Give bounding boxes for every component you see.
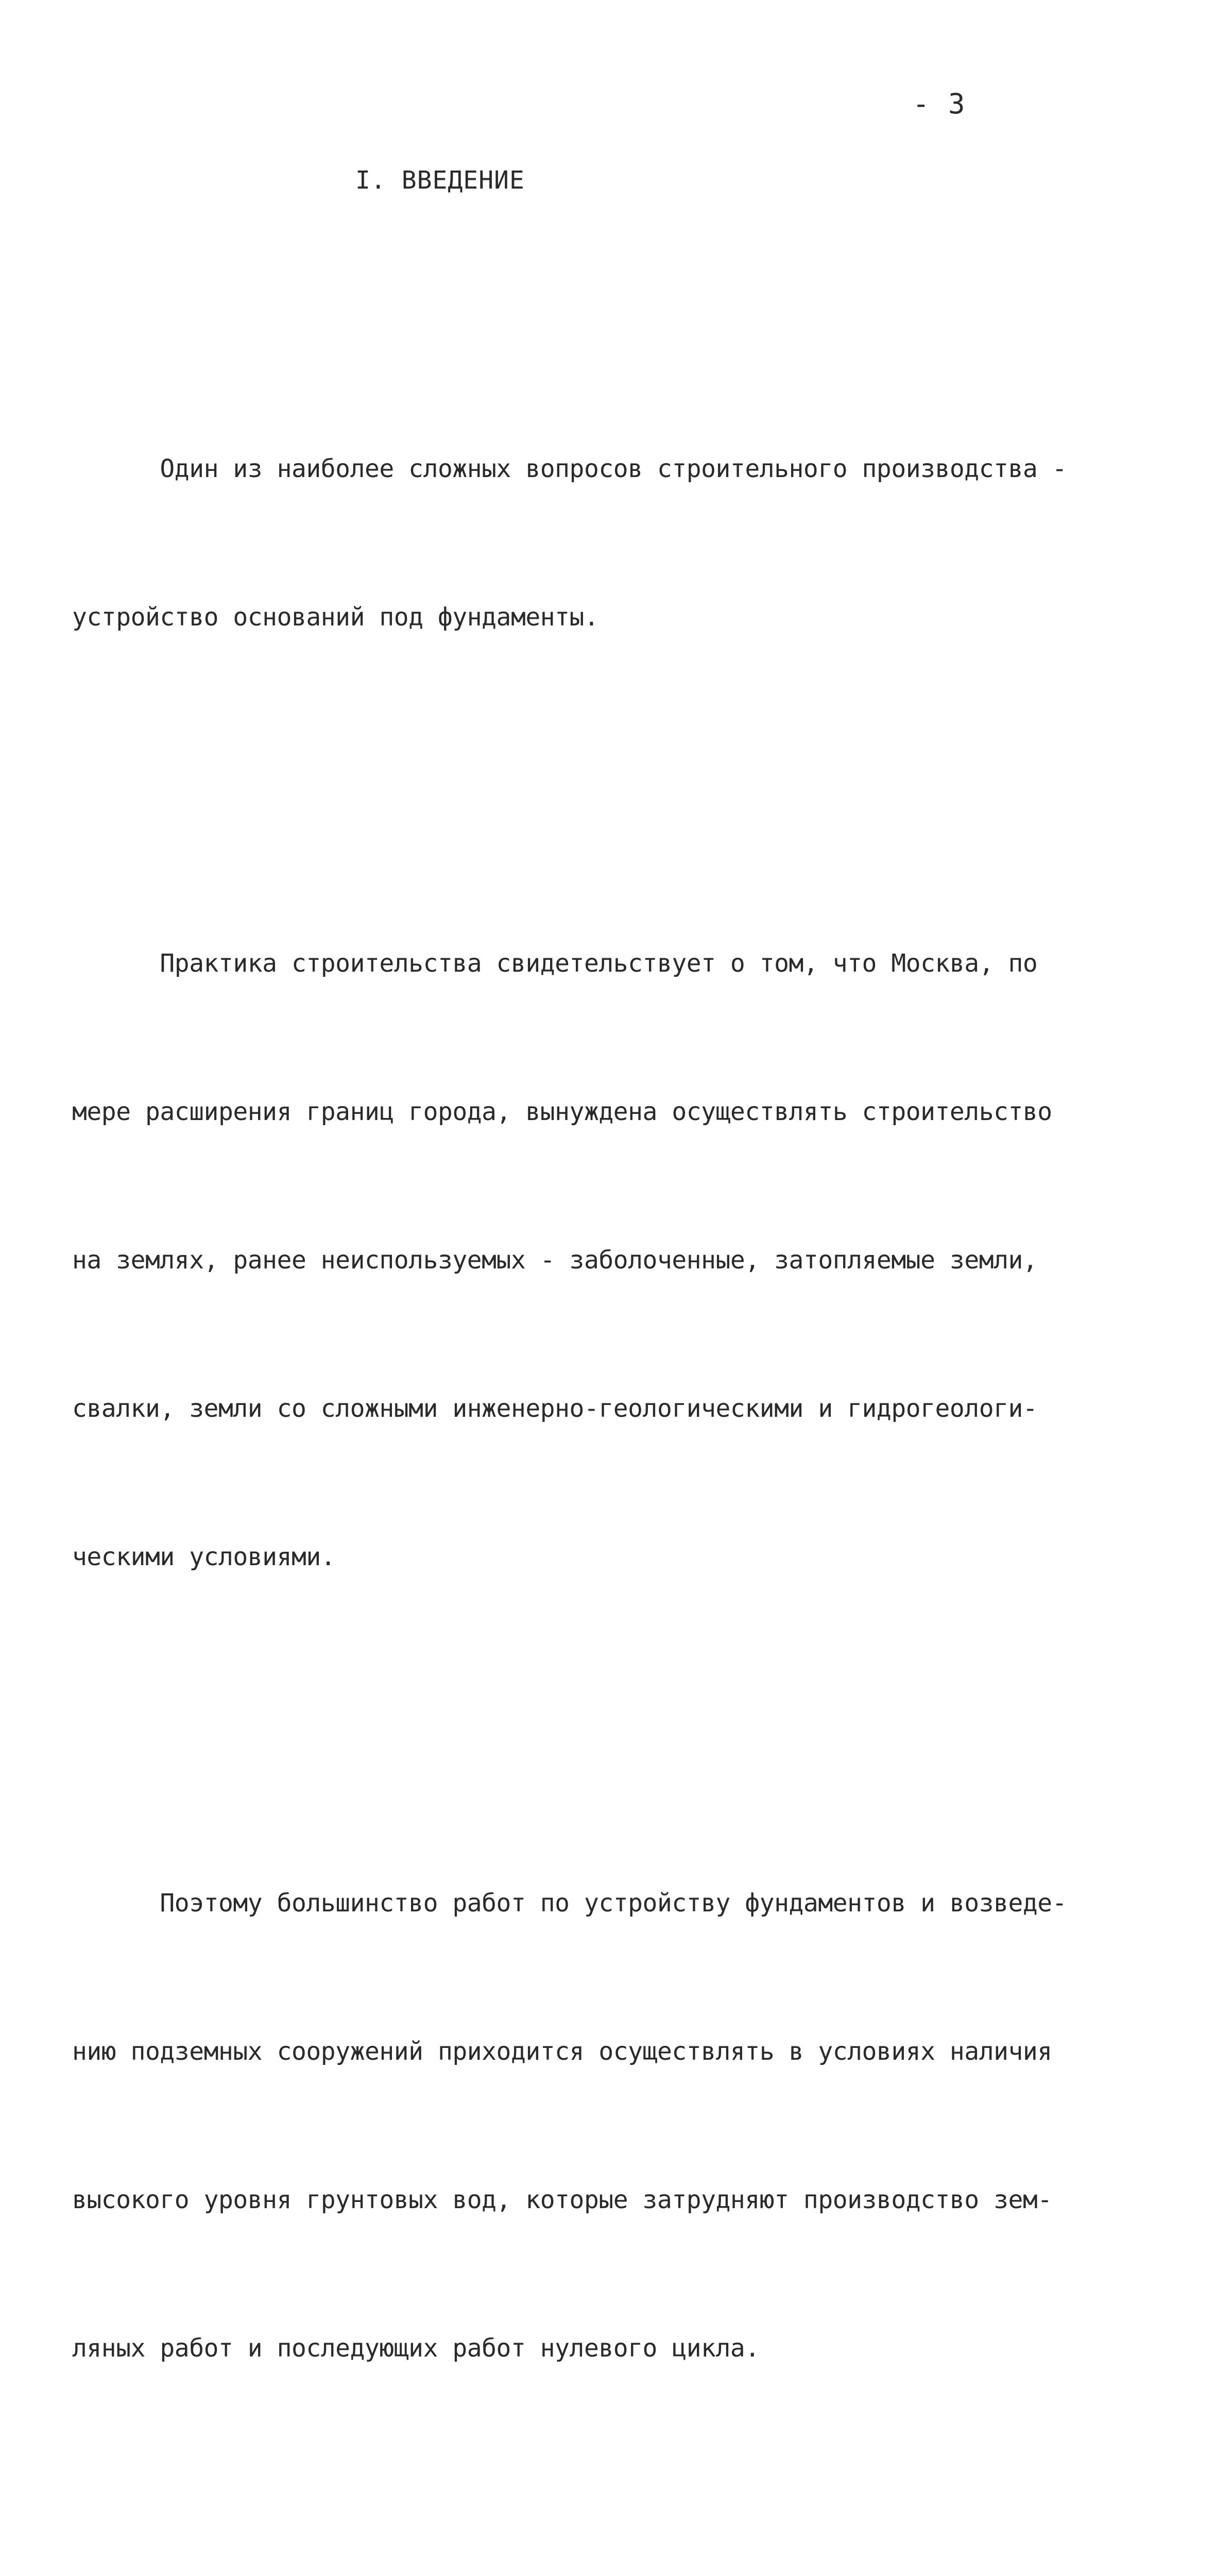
paragraph (72, 2571, 1082, 2576)
text-line: ляных работ и последующих работ нулевого цикла. (72, 2334, 760, 2363)
text-line: Один из наиболее сложных вопросов строительного производства - (72, 454, 1067, 483)
section-title: I. ВВЕДЕНИЕ (355, 166, 525, 195)
text-line: ческими условиями. (72, 1543, 336, 1571)
body-text (72, 246, 1082, 2576)
text-line: мере расширения границ города, вынуждена осуществлять строительство (72, 1097, 1052, 1126)
paragraph (72, 840, 1082, 1681)
page-number: - 3 (913, 88, 966, 120)
text-line: устройство оснований под фундаменты. (72, 603, 599, 632)
text-line: на землях, ранее неиспользуемых - заболоченные, затопляемые земли, (72, 1246, 1038, 1275)
text-line: свалки, земли со сложными инженерно-геологическими и гидрогеологи- (72, 1394, 1038, 1423)
text-line: Практика строительства свидетельствует о том, что Москва, по (72, 949, 1038, 978)
text-line: высокого уровня грунтовых вод, которые затрудняют производство зем- (72, 2185, 1052, 2214)
text-line: Поэтому большинство работ по устройству фундаментов и возведе- (72, 1889, 1067, 1918)
paragraph (72, 1780, 1082, 2472)
paragraph (72, 345, 1082, 741)
text-line: нию подземных сооружений приходится осуществлять в условиях наличия (72, 2037, 1052, 2066)
